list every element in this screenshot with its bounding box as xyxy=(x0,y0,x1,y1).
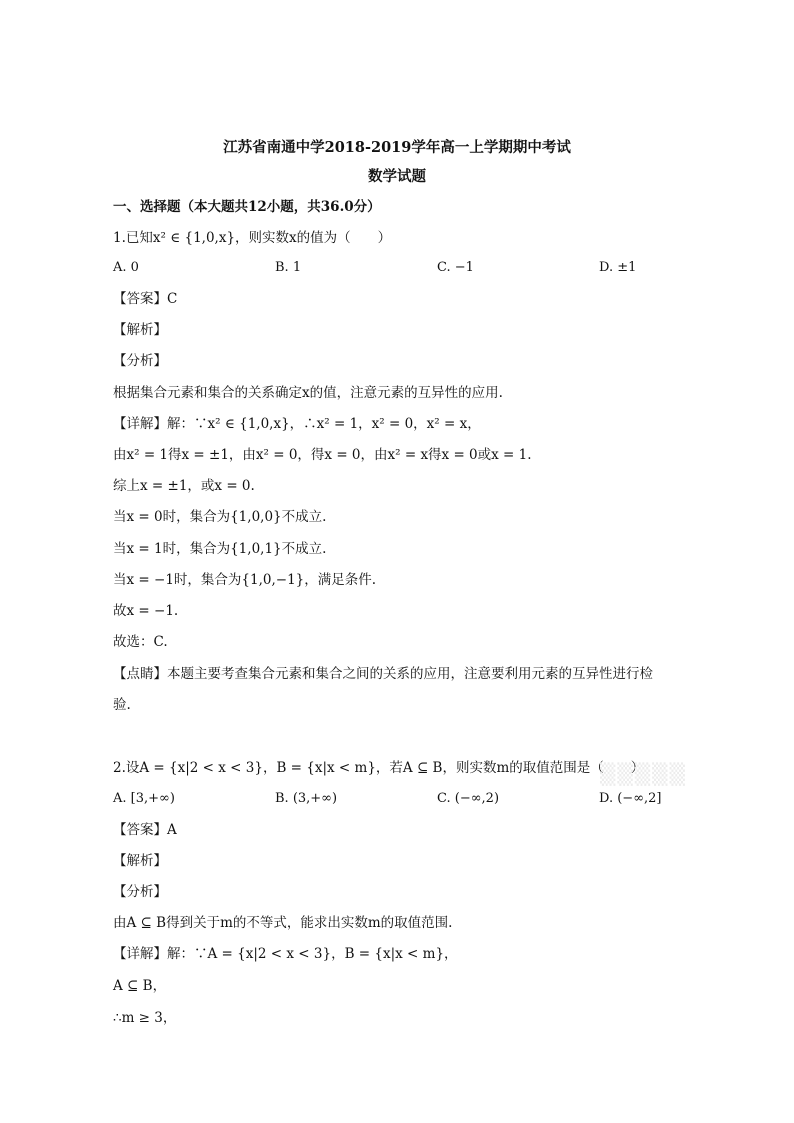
page-subtitle: 数学试题 xyxy=(368,168,426,185)
q2-detail-line: 【详解】解：∵A = {x|2 < x < 3}，B = {x|x < m}， xyxy=(113,946,458,962)
q1-option-c: C. −1 xyxy=(437,260,474,275)
q1-detail-line: 当x = −1时，集合为{1,0,−1}，满足条件. xyxy=(113,572,377,588)
q2-detail-line: ∴m ≥ 3， xyxy=(113,1010,177,1026)
q1-detail-line: 当x = 1时，集合为{1,0,1}不成立. xyxy=(113,541,327,557)
q1-fenxi: 根据集合元素和集合的关系确定x的值，注意元素的互异性的应用. xyxy=(113,385,503,401)
q2-option-c: C. (−∞,2) xyxy=(437,791,500,806)
page-title: 江苏省南通中学2018-2019学年高一上学期期中考试 xyxy=(223,139,571,156)
q1-option-b: B. 1 xyxy=(275,260,302,275)
q1-dianjing: 【点睛】本题主要考查集合元素和集合之间的关系的应用，注意要利用元素的互异性进行检 xyxy=(113,666,653,682)
section-heading: 一、选择题（本大题共12小题，共36.0分） xyxy=(113,199,381,215)
q1-analysis-tag: 【解析】 xyxy=(113,322,167,338)
q2-fenxi-tag: 【分析】 xyxy=(113,884,167,900)
q1-fenxi-tag: 【分析】 xyxy=(113,353,167,369)
q1-answer: 【答案】C xyxy=(113,291,178,307)
q2-detail-line: A ⊆ B， xyxy=(113,978,167,994)
q2-option-a: A. [3,+∞) xyxy=(113,791,175,806)
q1-dianjing-cont: 验. xyxy=(113,697,131,713)
q1-option-d: D. ±1 xyxy=(599,260,637,275)
q1-detail-line: 当x = 0时，集合为{1,0,0}不成立. xyxy=(113,509,327,525)
q1-detail-line: 由x² = 1得x = ±1，由x² = 0，得x = 0，由x² = x得x = 0或x = 1. xyxy=(113,447,532,463)
q2-fenxi: 由A ⊆ B得到关于m的不等式，能求出实数m的取值范围. xyxy=(113,915,453,931)
q1-detail-line: 【详解】解：∵x² ∈ {1,0,x}，∴x² = 1，x² = 0，x² = x， xyxy=(113,416,481,432)
q1-detail-line: 综上x = ±1，或x = 0. xyxy=(113,478,255,494)
q2-stem: 2.设A = {x|2 < x < 3}，B = {x|x < m}，若A ⊆ B，则实数m的取值范围是（ ） xyxy=(113,760,645,776)
q1-detail-line: 故x = −1. xyxy=(113,603,179,619)
q2-option-b: B. (3,+∞) xyxy=(275,791,338,806)
q1-detail-line: 故选：C. xyxy=(113,634,168,650)
q1-stem: 1.已知x² ∈ {1,0,x}，则实数x的值为（ ） xyxy=(113,230,392,246)
q1-option-a: A. 0 xyxy=(113,260,139,275)
watermark: ▒▒▒▒▒ xyxy=(600,762,687,786)
q2-option-d: D. (−∞,2] xyxy=(599,791,662,806)
q2-answer: 【答案】A xyxy=(113,822,177,838)
q2-analysis-tag: 【解析】 xyxy=(113,853,167,869)
